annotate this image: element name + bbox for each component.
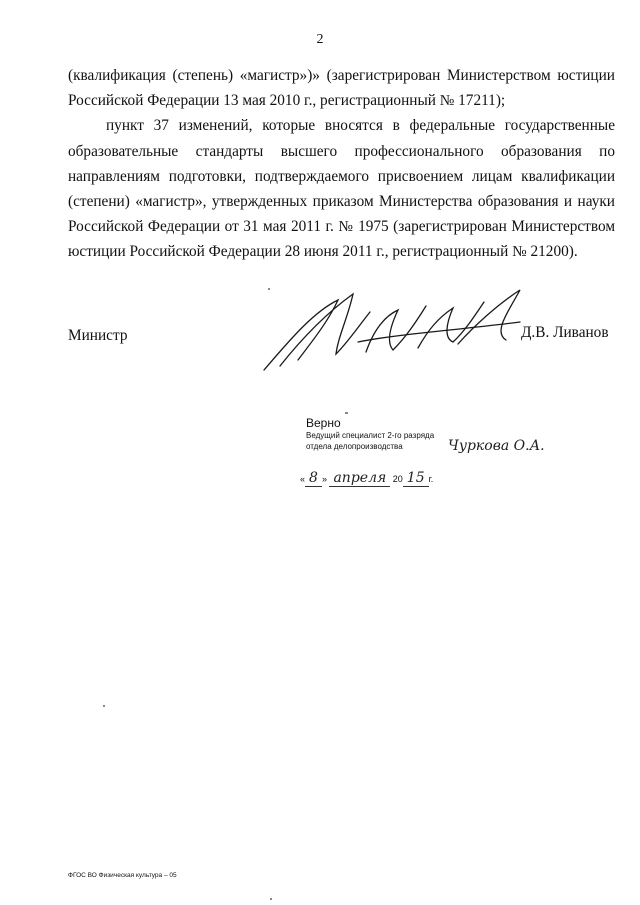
date-suffix: г.	[428, 474, 434, 484]
document-body	[68, 63, 615, 265]
scan-speck	[270, 898, 272, 900]
date-day: 8	[305, 470, 322, 487]
handwritten-signature	[258, 282, 528, 377]
scan-speck	[103, 705, 105, 707]
paragraph-1: (квалификация (степень) «магистр»)» (зарегистрирован Министерством юстиции Российской Федерации 13 мая 2010 г., регистрационный № 17211);	[68, 67, 615, 110]
scan-speck	[268, 288, 270, 290]
page-number: 2	[316, 32, 324, 47]
handwritten-certifier-name: Чуркова О.А.	[448, 438, 545, 454]
certification-title: Верно	[306, 416, 341, 430]
paragraph-2: пункт 37 изменений, которые вносятся в федеральные государственные образовательные стандарты высшего профессионального образования по направлениям подготовки, подтверждаемого присвоением лицам квалификации (степени) «магистр», утвержденных приказом Министерства образования и науки Российской Федерации от 31 мая 2011 г. № 1975 (зарегистрирован Министерством юстиции Российской Федерации 28 июня 2011 г., регистрационный № 21200).	[68, 117, 615, 261]
signatory-title: Министр	[68, 327, 128, 344]
date-year-prefix: 20	[392, 474, 403, 484]
document-footer: ФГОС ВО Физическая культура – 05	[68, 872, 177, 879]
certifier-department: отдела делопроизводства	[306, 442, 403, 451]
certifier-position: Ведущий специалист 2-го разряда	[306, 431, 435, 440]
scan-speck	[345, 412, 348, 414]
certification-date: « 8 » апреля 20 15 г.	[300, 470, 434, 486]
date-year-suffix: 15	[403, 470, 429, 487]
signatory-name: Д.В. Ливанов	[521, 324, 609, 341]
date-month: апреля	[329, 470, 390, 487]
